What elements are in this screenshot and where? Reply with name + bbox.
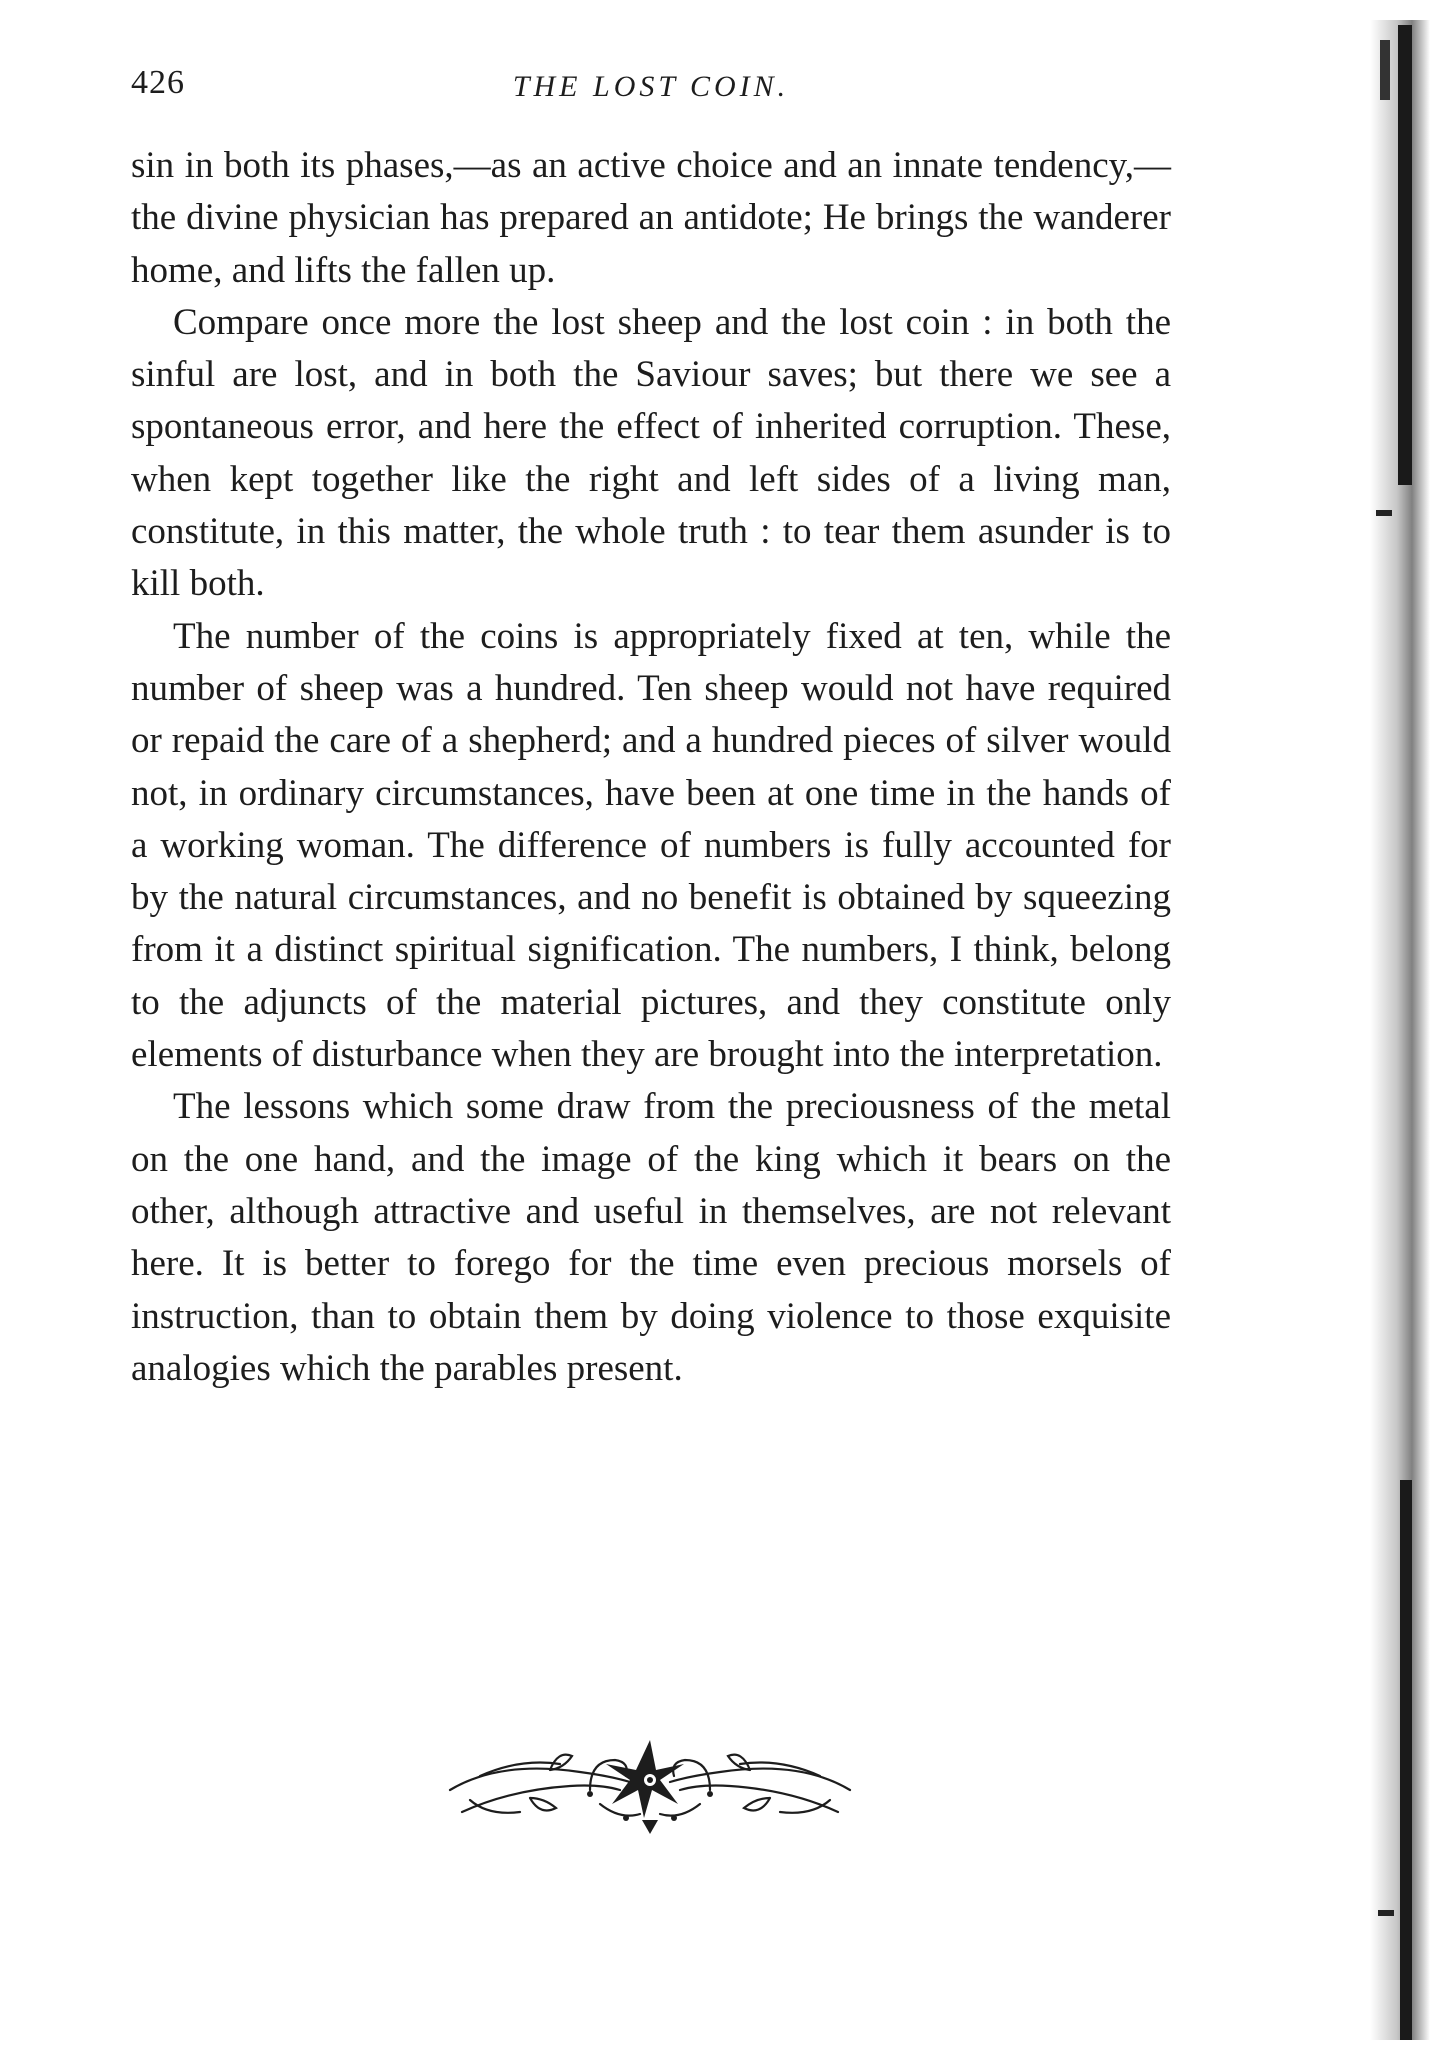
- paragraph: The lessons which some draw from the preciousness of the metal on the one hand, and the image of the king which it bears on the other, although attractive and useful in themselves, are not relevant here. It is better to forego for the time even precious morsels of instruction, than to obtain them by doing violence to those exquisite analogies which the parables present.: [131, 1086, 1171, 1389]
- paragraph: Compare once more the lost sheep and the lost coin : in both the sinful are lost, and in both the Saviour saves; but there we see a spontaneous error, and here the effect of inherited corruption. These, when kept together like the right and left sides of a living man, constitute, in this matter, the whole truth : to tear them asunder is to kill both.: [131, 301, 1171, 605]
- paragraph: The number of the coins is appropriately fixed at ten, while the number of sheep was a hundred. Ten sheep would not have required or repaid the care of a shepherd; and a hundred pieces of silver would not, in ordinary circumstances, have been at one time in the hands of a working woman. The difference of numbers is fully accounted for by the natural circumstances, and no benefit is obtained by squeezing from it a distinct spiritual signification. The numbers, I think, belong to the adjuncts of the material pictures, and they constitute only elements of disturbance when they are brought into the interpretation.: [131, 615, 1171, 1076]
- floral-tailpiece-icon: [440, 1720, 860, 1840]
- body-text: [131, 140, 1171, 1395]
- running-title: THE LOST COIN.: [512, 70, 790, 103]
- paragraph: sin in both its phases,—as an active choice and an innate tendency,—the divine physician has prepared an antidote; He brings the wanderer home, and lifts the fallen up.: [131, 145, 1171, 291]
- page-edge-shadow: [1340, 0, 1446, 2061]
- page-number: 426: [131, 64, 185, 101]
- page-header: [131, 64, 1171, 114]
